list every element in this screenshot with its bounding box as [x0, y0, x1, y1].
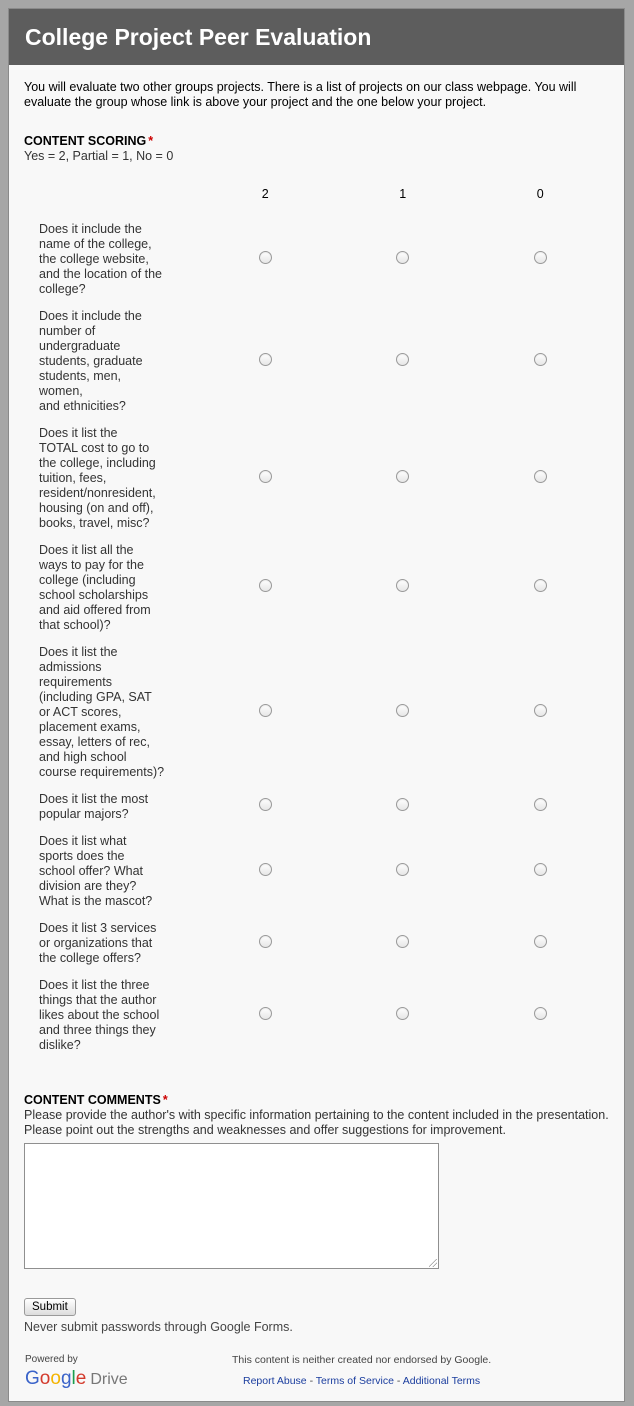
question-label — [24, 216, 197, 303]
question-line: the college offers? — [39, 951, 141, 965]
column-header-0: 0 — [536, 187, 544, 201]
required-mark: * — [148, 134, 154, 148]
question-line: or ACT scores, — [39, 705, 122, 719]
option-cell — [471, 216, 609, 303]
option-cell — [471, 303, 609, 420]
grid-row — [24, 828, 609, 915]
question-label — [24, 972, 197, 1059]
option-cell — [334, 639, 471, 786]
question-label — [24, 915, 197, 972]
content-scoring-help: Yes = 2, Partial = 1, No = 0 — [24, 149, 174, 163]
option-cell — [197, 972, 334, 1059]
grid-row — [24, 303, 609, 420]
content-comments-title — [24, 1093, 609, 1107]
question-line: popular majors? — [39, 807, 129, 821]
radio-option-2[interactable] — [259, 935, 272, 948]
radio-option-0[interactable] — [534, 704, 547, 717]
required-mark: * — [162, 1093, 168, 1107]
option-cell — [197, 915, 334, 972]
question-line: resident/nonresident, — [39, 486, 156, 500]
question-line: students, men, — [39, 369, 121, 383]
logo-drive-text: Drive — [90, 1371, 128, 1388]
question-line: Does it list the three — [39, 978, 150, 992]
form-frame — [8, 8, 625, 1402]
logo-letter: G — [25, 1368, 40, 1389]
question-line: college? — [39, 282, 86, 296]
question-label — [24, 786, 197, 828]
question-line: Does it list the — [39, 426, 118, 440]
radio-option-0[interactable] — [534, 798, 547, 811]
radio-option-1[interactable] — [396, 863, 409, 876]
option-cell — [471, 915, 609, 972]
radio-option-2[interactable] — [259, 704, 272, 717]
logo-letter: e — [75, 1368, 87, 1389]
column-header-2: 2 — [261, 187, 269, 201]
option-cell — [471, 639, 609, 786]
question-line: admissions — [39, 660, 102, 674]
grid-row — [24, 420, 609, 537]
radio-option-2[interactable] — [259, 251, 272, 264]
question-line: and aid offered from — [39, 603, 151, 617]
option-cell — [334, 216, 471, 303]
option-cell — [334, 828, 471, 915]
question-line: Does it list what — [39, 834, 127, 848]
radio-option-2[interactable] — [259, 1007, 272, 1020]
option-cell — [197, 303, 334, 420]
disclaimer: This content is neither created nor endorsed by Google. — [232, 1354, 492, 1366]
option-cell — [334, 537, 471, 639]
link-separator: - — [396, 1375, 401, 1387]
option-cell — [471, 420, 609, 537]
question-line: number of — [39, 324, 96, 338]
form-title: College Project Peer Evaluation — [25, 24, 372, 50]
option-cell — [471, 972, 609, 1059]
question-line: requirements — [39, 675, 112, 689]
option-cell — [334, 420, 471, 537]
question-line: housing (on and off), — [39, 501, 154, 515]
option-cell — [197, 639, 334, 786]
question-line: that school)? — [39, 618, 111, 632]
question-line: the college website, — [39, 252, 149, 266]
question-label — [24, 828, 197, 915]
question-line: Does it list the — [39, 645, 118, 659]
question-line: division are they? — [39, 879, 137, 893]
question-line: placement exams, — [39, 720, 141, 734]
terms-of-service-link[interactable]: Terms of Service — [315, 1375, 394, 1387]
question-line: school offer? What — [39, 864, 143, 878]
radio-option-1[interactable] — [396, 579, 409, 592]
radio-option-0[interactable] — [534, 579, 547, 592]
question-line: and high school — [39, 750, 127, 764]
question-line: college (including — [39, 573, 136, 587]
logo-letter: o — [39, 1368, 51, 1389]
question-line: name of the college, — [39, 237, 152, 251]
content-comments-label: CONTENT COMMENTS — [24, 1093, 161, 1107]
logo-letter: g — [60, 1368, 72, 1389]
option-cell — [471, 537, 609, 639]
report-abuse-link[interactable]: Report Abuse — [243, 1375, 307, 1387]
radio-option-0[interactable] — [534, 863, 547, 876]
question-label — [24, 639, 197, 786]
submit-button[interactable]: Submit — [24, 1298, 76, 1316]
option-cell — [197, 537, 334, 639]
question-line: Does it list the most — [39, 792, 149, 806]
radio-option-0[interactable] — [534, 251, 547, 264]
content-comments-textarea[interactable] — [24, 1143, 439, 1269]
grid-row — [24, 216, 609, 303]
radio-option-0[interactable] — [534, 935, 547, 948]
radio-option-2[interactable] — [259, 798, 272, 811]
option-cell — [197, 828, 334, 915]
form-description: You will evaluate two other groups projects. There is a list of projects on our class webpage. You will evaluate the group whose link is above your project and the one below your project. — [24, 80, 577, 109]
question-label — [24, 303, 197, 420]
logo-letter: l — [71, 1368, 76, 1389]
question-line: school scholarships — [39, 588, 149, 602]
option-cell — [334, 786, 471, 828]
question-line: things that the author — [39, 993, 157, 1007]
question-line: likes about the school — [39, 1008, 160, 1022]
footer — [25, 1354, 615, 1394]
option-cell — [197, 420, 334, 537]
radio-option-2[interactable] — [259, 863, 272, 876]
resize-handle-icon[interactable] — [429, 1259, 437, 1267]
radio-option-0[interactable] — [534, 1007, 547, 1020]
footer-links — [243, 1375, 480, 1387]
content-scoring-label: CONTENT SCORING — [24, 134, 147, 148]
grid-row — [24, 972, 609, 1059]
question-line: course requirements)? — [39, 765, 165, 779]
question-line: Does it include the — [39, 309, 142, 323]
radio-option-2[interactable] — [259, 353, 272, 366]
grid-body — [24, 216, 609, 1059]
question-line: books, travel, misc? — [39, 516, 150, 530]
question-line: Does it list all the — [39, 543, 134, 557]
grid-row — [24, 786, 609, 828]
question-line: dislike? — [39, 1038, 81, 1052]
logo-letter: o — [50, 1368, 61, 1389]
form-header — [9, 9, 624, 65]
grid-row — [24, 639, 609, 786]
content-scoring-title — [24, 134, 609, 148]
question-line: the college, including — [39, 456, 156, 470]
password-warning: Never submit passwords through Google Forms. — [24, 1320, 293, 1334]
question-line: and the location of the — [39, 267, 163, 281]
question-line: essay, letters of rec, — [39, 735, 150, 749]
question-line: women, — [39, 384, 83, 398]
radio-option-1[interactable] — [396, 470, 409, 483]
question-line: and three things they — [39, 1023, 156, 1037]
radio-option-1[interactable] — [396, 704, 409, 717]
radio-option-0[interactable] — [534, 353, 547, 366]
option-cell — [471, 828, 609, 915]
option-cell — [334, 972, 471, 1059]
radio-option-1[interactable] — [396, 1007, 409, 1020]
grid-row — [24, 537, 609, 639]
question-line: TOTAL cost to go to — [39, 441, 150, 455]
option-cell — [197, 786, 334, 828]
radio-option-0[interactable] — [534, 470, 547, 483]
option-cell — [197, 216, 334, 303]
radio-option-1[interactable] — [396, 251, 409, 264]
radio-option-1[interactable] — [396, 353, 409, 366]
radio-option-1[interactable] — [396, 798, 409, 811]
grid-corner — [24, 172, 197, 216]
scoring-grid — [24, 172, 609, 1059]
question-line: Does it include the — [39, 222, 142, 236]
question-line: Does it list 3 services — [39, 921, 157, 935]
question-line: ways to pay for the — [39, 558, 144, 572]
question-line: students, graduate — [39, 354, 143, 368]
question-label — [24, 420, 197, 537]
radio-option-1[interactable] — [396, 935, 409, 948]
column-header-1: 1 — [399, 187, 407, 201]
question-line: (including GPA, SAT — [39, 690, 152, 704]
radio-option-2[interactable] — [259, 579, 272, 592]
question-line: sports does the — [39, 849, 125, 863]
question-label — [24, 537, 197, 639]
question-line: What is the mascot? — [39, 894, 153, 908]
content-comments-help: Please provide the author's with specific information pertaining to the content included in the presentation. Please point out the strengths and weaknesses and offer suggestions for improvement. — [24, 1108, 609, 1137]
question-line: or organizations that — [39, 936, 153, 950]
additional-terms-link[interactable]: Additional Terms — [402, 1375, 481, 1387]
link-separator: - — [309, 1375, 314, 1387]
question-line: undergraduate — [39, 339, 121, 353]
question-line: tuition, fees, — [39, 471, 107, 485]
option-cell — [471, 786, 609, 828]
form-content — [9, 80, 624, 1334]
grid-row — [24, 915, 609, 972]
powered-by-label: Powered by — [25, 1354, 78, 1365]
option-cell — [334, 915, 471, 972]
question-line: and ethnicities? — [39, 399, 126, 413]
option-cell — [334, 303, 471, 420]
radio-option-2[interactable] — [259, 470, 272, 483]
